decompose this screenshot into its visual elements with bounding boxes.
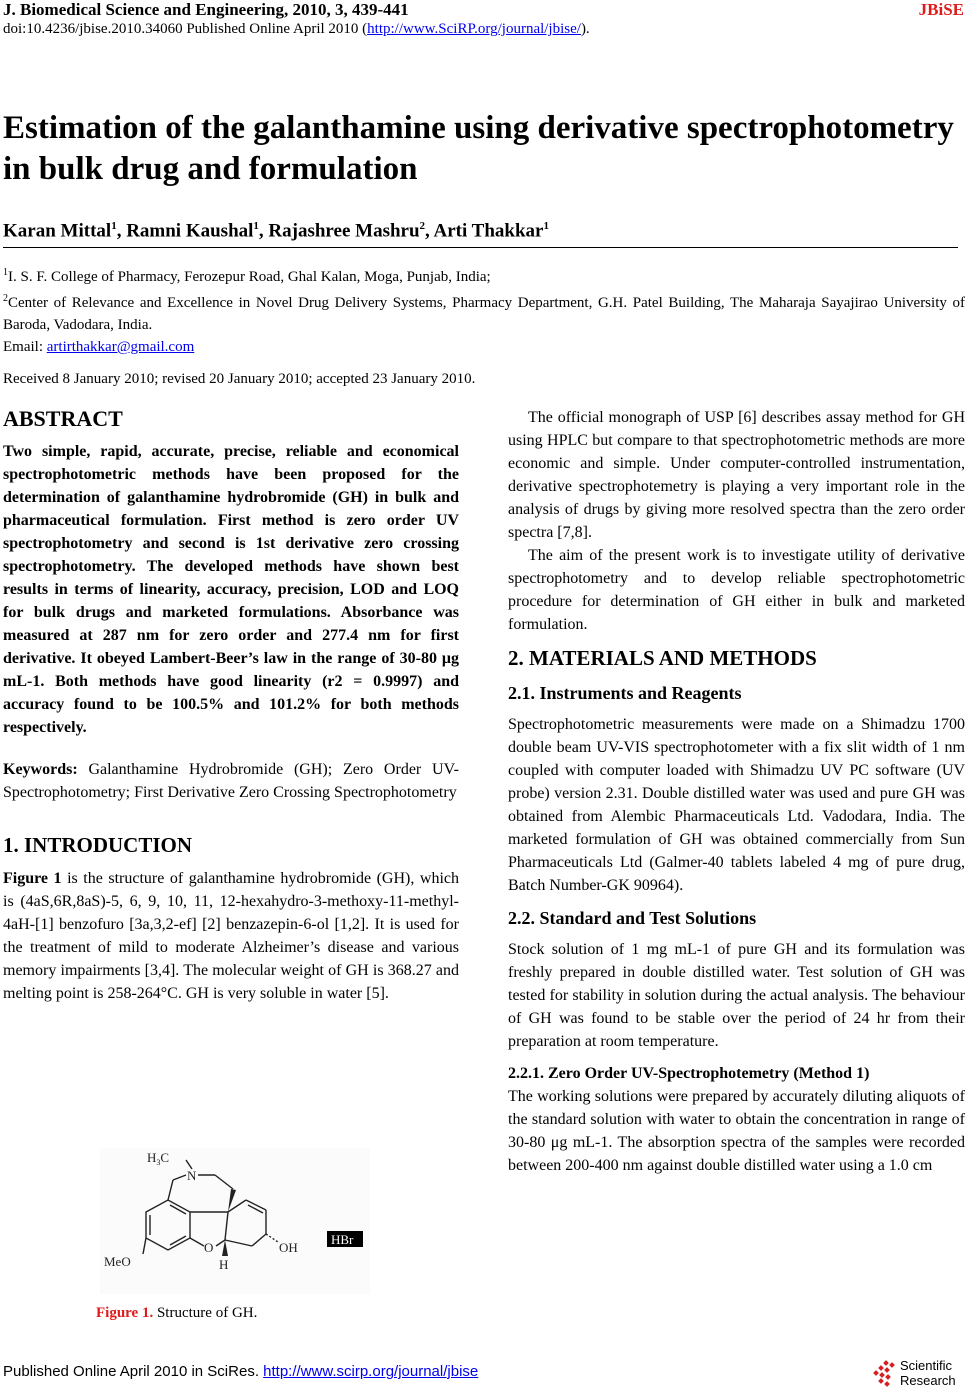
- atom-label-hydrogen: H: [219, 1257, 229, 1272]
- footer-journal-link[interactable]: http://www.scirp.org/journal/jbise: [263, 1363, 479, 1380]
- author: Arti Thakkar: [433, 220, 544, 242]
- footer: [3, 1362, 478, 1382]
- email-line: [3, 336, 965, 358]
- logo-line-2: Research: [900, 1373, 956, 1388]
- logo-line-1: Scientific: [900, 1358, 953, 1373]
- paper-title: Estimation of the galanthamine using derivative spectrophotometry in bulk drug and formulation: [3, 110, 954, 187]
- atom-label-hydroxyl: OH: [279, 1240, 298, 1255]
- introduction-paragraph-3: The aim of the present work is to investigate utility of derivative spectrophotometry and to develop reliable spectrophotometric procedure for determination of GH either in bulk and marketed formulation.: [508, 547, 965, 633]
- email-label: Email:: [3, 339, 47, 355]
- keywords-text: Galanthamine Hydrobromide (GH); Zero Order UV-Spectrophotometry; First Derivative Zero Crossing Spectrophotometry: [3, 761, 459, 801]
- atom-label-oxygen: O: [204, 1240, 214, 1255]
- journal-citation: J. Biomedical Science and Engineering, 2010, 3, 439-441: [3, 0, 409, 19]
- author: Ramni Kaushal: [126, 220, 254, 242]
- affiliation-text: Center of Relevance and Excellence in Novel Drug Delivery Systems, Pharmacy Department, G.H. Patel Building, The Maharaja Sayajirao University of Baroda, Vadodara, India.: [3, 295, 965, 333]
- galanthamine-structure-figure: [100, 1148, 370, 1294]
- figure-caption: [96, 1303, 257, 1323]
- email-link[interactable]: artirthakkar@gmail.com: [46, 339, 195, 355]
- introduction-paragraph-1: [3, 867, 459, 1005]
- journal-url-link[interactable]: http://www.SciRP.org/journal/jbise/: [367, 21, 581, 37]
- author: Rajashree Mashru: [268, 220, 420, 242]
- logo-diamond-icon: [870, 1357, 900, 1393]
- figure-label: Figure 1.: [96, 1305, 154, 1321]
- section-2-1-heading: 2.1. Instruments and Reagents: [508, 683, 742, 703]
- section-2-2-body: Stock solution of 1 mg mL-1 of pure GH and its formulation was freshly prepared in double distilled water. Test solution of GH was tested for stability in solution during the actual analysis. The behaviour of GH was found to be stable over the period of 24 hr from their preparation at room temperature.: [508, 941, 965, 1050]
- atom-label-methyl: $H_3C$: [147, 1150, 170, 1167]
- affiliation-1: [3, 262, 965, 288]
- doi-text: doi:10.4236/jbise.2010.34060 Published Online April 2010 (: [3, 21, 368, 37]
- section-2-2-1-heading: 2.2.1. Zero Order UV-Spectrophotemetry (Method 1): [508, 1065, 870, 1082]
- header-divider: [3, 247, 958, 248]
- journal-abbreviation: JBiSE: [918, 0, 964, 19]
- author-list: Karan Mittal$^1$, Ramni Kaushal$^1$, Rajashree Mashru$^2$, Arti Thakkar$^1$: [3, 220, 549, 242]
- figure-background: [100, 1148, 370, 1294]
- doi-line: [3, 20, 590, 38]
- figure-reference[interactable]: Figure 1: [3, 870, 62, 887]
- keywords: [3, 758, 459, 804]
- introduction-paragraph-2: The official monograph of USP [6] describes assay method for GH using HPLC but compare to that spectrophotometric methods are more economic and simple. Under computer-controlled instrumentation, derivative spectrophotemetry is playing a very important role in the analysis of drugs by giving more resolved spectra than the zero order spectra [7,8].: [508, 409, 965, 541]
- affiliation-number: 1: [3, 267, 8, 278]
- affiliation-text: I. S. F. College of Pharmacy, Ferozepur Road, Ghal Kalan, Moga, Punjab, India;: [8, 269, 491, 285]
- logo-text: [900, 1358, 956, 1388]
- right-column: [508, 406, 965, 1177]
- affiliation-number: 2: [3, 293, 8, 304]
- figure-caption-text: Structure of GH.: [153, 1305, 258, 1321]
- affiliations: [3, 262, 965, 358]
- salt-label: HBr: [331, 1232, 354, 1247]
- section-2-2-heading: 2.2. Standard and Test Solutions: [508, 908, 757, 928]
- abstract-body: Two simple, rapid, accurate, precise, reliable and economical spectrophotometric methods have been proposed for the determination of galanthamine hydrobromide (GH) in bulk and pharmaceutical formulation. First method is zero order UV spectrophotometry and second is 1st derivative zero crossing spectrophotometry. The developed methods have shown best results in terms of linearity, accuracy, precision, LOD and LOQ for bulk drugs and marketed formulations. Absorbance was measured at 287 nm for zero order and 277.4 nm for first derivative. It obeyed Lambert-Beer’s law in the range of 30-80 μg mL-1. Both methods have good linearity (r2 = 0.9997) and accuracy found to be 100.5% and 101.2% for both methods respectively.: [3, 443, 459, 736]
- keywords-label: Keywords:: [3, 761, 78, 778]
- introduction-heading: 1. INTRODUCTION: [3, 833, 193, 857]
- scientific-research-logo: [870, 1357, 966, 1393]
- affiliation-2: [3, 288, 965, 336]
- atom-label-methoxy: MeO: [104, 1254, 131, 1269]
- doi-suffix: ).: [580, 21, 590, 37]
- methods-heading: 2. MATERIALS AND METHODS: [508, 646, 817, 670]
- paragraph-text: is the structure of galanthamine hydrobromide (GH), which is (4aS,6R,8aS)-5, 6, 9, 10, 11, 12-hexahydro-3-methoxy-11-methyl-4aH-[1] benzofuro [3a,3,2-ef] [2] benzazepin-6-ol [1,2]. It is used for the treatment of mild to moderate Alzheimer’s disease and various memory impairments [3,4]. The molecular weight of GH is 368.27 and melting point is 258-264°C. GH is very soluble in water [5].: [3, 870, 459, 1002]
- author: Karan Mittal: [3, 220, 112, 242]
- author-affiliation-mark: 1: [111, 220, 117, 232]
- author-affiliation-mark: 1: [543, 220, 549, 232]
- footer-text: Published Online April 2010 in SciRes.: [3, 1363, 264, 1380]
- author-affiliation-mark: 2: [419, 220, 426, 232]
- received-dates: Received 8 January 2010; revised 20 January 2010; accepted 23 January 2010.: [3, 371, 476, 387]
- author-affiliation-mark: 1: [253, 220, 259, 232]
- section-2-2-1-body: The working solutions were prepared by accurately diluting aliquots of the standard solution with water to obtain the concentration in range of 30-80 μg mL-1. The absorption spectra of the samples were recorded between 200-400 nm against double distilled water using a 1.0 cm: [508, 1088, 965, 1174]
- atom-label-nitrogen: N: [187, 1168, 197, 1183]
- abstract-heading: ABSTRACT: [3, 406, 123, 431]
- left-column: [3, 404, 459, 1005]
- section-2-1-body: Spectrophotometric measurements were made on a Shimadzu 1700 double beam UV-VIS spectrophotometer with a fix slit width of 1 nm coupled with computer loaded with Shimadzu UV PC software (UV probe) version 2.31. Double distilled water was used and pure GH was obtained from Alembic Pharmaceuticals Ltd. Vadodara, India. The marketed formulation of GH was obtained commercially from Sun Pharmaceuticals Ltd (Galmer-40 tablets labeled 4 mg of pure drug, Batch Number-GK 90964).: [508, 716, 965, 894]
